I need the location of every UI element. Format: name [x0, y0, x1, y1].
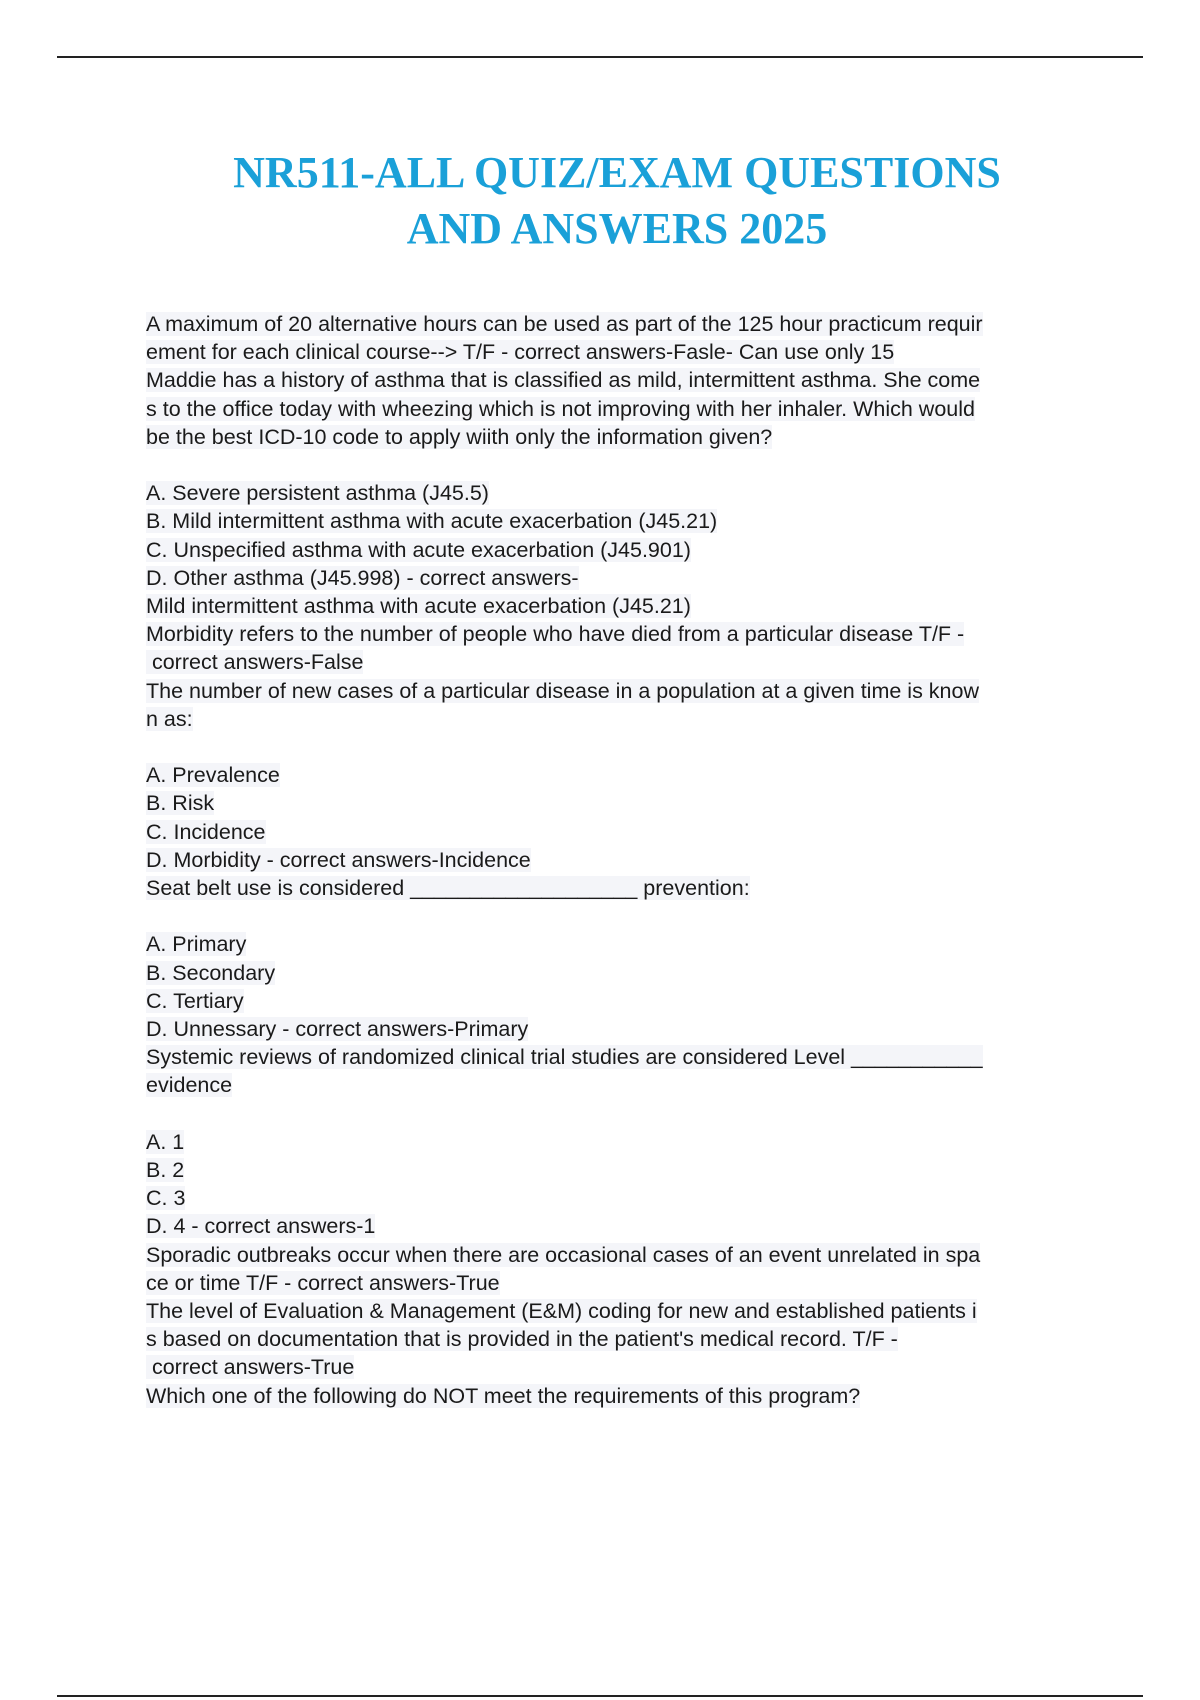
text-line	[146, 338, 1096, 366]
bottom-rule	[57, 1695, 1143, 1697]
text-line-content: A. Prevalence	[146, 763, 280, 788]
text-line	[146, 395, 1096, 423]
text-line	[146, 930, 1096, 958]
text-line-content: C. Unspecified asthma with acute exacerbation (J45.901)	[146, 537, 691, 562]
text-line-content: The level of Evaluation & Management (E&M) coding for new and established patients i	[146, 1299, 977, 1324]
text-line	[146, 366, 1096, 394]
text-line	[146, 705, 1096, 733]
text-line	[146, 874, 1096, 902]
text-line	[146, 648, 1096, 676]
text-line	[146, 1325, 1096, 1353]
text-line-content: n as:	[146, 706, 193, 731]
text-line-content: correct answers-True	[146, 1355, 355, 1380]
document-title	[0, 145, 1200, 257]
text-line-content: Maddie has a history of asthma that is classified as mild, intermittent asthma. She come	[146, 368, 981, 393]
text-line	[146, 310, 1096, 338]
text-line-content: Sporadic outbreaks occur when there are occasional cases of an event unrelated in spa	[146, 1242, 981, 1267]
text-line	[146, 1297, 1096, 1325]
text-line	[146, 1269, 1096, 1297]
text-line	[146, 677, 1096, 705]
text-line-content: A. 1	[146, 1129, 185, 1154]
text-line	[146, 761, 1096, 789]
document-body	[146, 310, 1096, 1410]
text-line-content: B. Risk	[146, 791, 215, 816]
text-line	[146, 1184, 1096, 1212]
text-line-content: D. Morbidity - correct answers-Incidence	[146, 847, 531, 872]
text-line	[146, 1241, 1096, 1269]
text-line	[146, 1071, 1096, 1099]
text-line-content: A. Severe persistent asthma (J45.5)	[146, 481, 489, 506]
text-line	[146, 423, 1096, 451]
text-line-content: Mild intermittent asthma with acute exacerbation (J45.21)	[146, 594, 691, 619]
text-line-content: Systemic reviews of randomized clinical trial studies are considered Level ___________	[146, 1045, 983, 1070]
title-line-1: NR511-ALL QUIZ/EXAM QUESTIONS	[233, 148, 1001, 197]
text-line-content: Morbidity refers to the number of people who have died from a particular disease T/F -	[146, 622, 965, 647]
text-line	[146, 1043, 1096, 1071]
text-line	[146, 564, 1096, 592]
text-line-content: A. Primary	[146, 932, 247, 957]
text-line	[146, 1382, 1096, 1410]
text-line	[146, 987, 1096, 1015]
text-line-content: Seat belt use is considered ___________________ prevention:	[146, 876, 750, 901]
text-line-content: ce or time T/F - correct answers-True	[146, 1270, 500, 1295]
text-line	[146, 1128, 1096, 1156]
text-line-content: correct answers-False	[146, 650, 364, 675]
text-line	[146, 789, 1096, 817]
blank-line	[146, 733, 1096, 761]
text-line-content: C. 3	[146, 1186, 186, 1211]
text-line-content: ement for each clinical course--> T/F - correct answers-Fasle- Can use only 15	[146, 340, 895, 365]
blank-line	[146, 902, 1096, 930]
text-line-content: D. Other asthma (J45.998) - correct answers-	[146, 565, 579, 590]
text-line-content: The number of new cases of a particular disease in a population at a given time is know	[146, 678, 979, 703]
text-line-content: s based on documentation that is provided in the patient's medical record. T/F -	[146, 1327, 898, 1352]
blank-line	[146, 451, 1096, 479]
text-line-content: B. 2	[146, 1158, 185, 1183]
text-line	[146, 507, 1096, 535]
text-line-content: B. Secondary	[146, 960, 276, 985]
text-line-content: D. Unnessary - correct answers-Primary	[146, 1017, 529, 1042]
text-line-content: C. Incidence	[146, 819, 266, 844]
text-line	[146, 1015, 1096, 1043]
text-line	[146, 1156, 1096, 1184]
text-line	[146, 818, 1096, 846]
text-line	[146, 959, 1096, 987]
text-line-content: s to the office today with wheezing which is not improving with her inhaler. Which would	[146, 396, 975, 421]
text-line-content: D. 4 - correct answers-1	[146, 1214, 376, 1239]
text-line-content: Which one of the following do NOT meet the requirements of this program?	[146, 1383, 861, 1408]
text-line	[146, 620, 1096, 648]
text-line	[146, 846, 1096, 874]
top-rule	[57, 56, 1143, 58]
text-line-content: B. Mild intermittent asthma with acute exacerbation (J45.21)	[146, 509, 718, 534]
text-line	[146, 592, 1096, 620]
text-line-content: A maximum of 20 alternative hours can be used as part of the 125 hour practicum requir	[146, 312, 983, 336]
text-line	[146, 536, 1096, 564]
text-line-content: C. Tertiary	[146, 988, 244, 1013]
text-line-content: evidence	[146, 1073, 233, 1098]
text-line	[146, 1212, 1096, 1240]
text-line-content: be the best ICD-10 code to apply wiith only the information given?	[146, 424, 773, 449]
text-line	[146, 1353, 1096, 1381]
blank-line	[146, 1100, 1096, 1128]
text-line	[146, 479, 1096, 507]
title-line-2: AND ANSWERS 2025	[406, 204, 828, 253]
